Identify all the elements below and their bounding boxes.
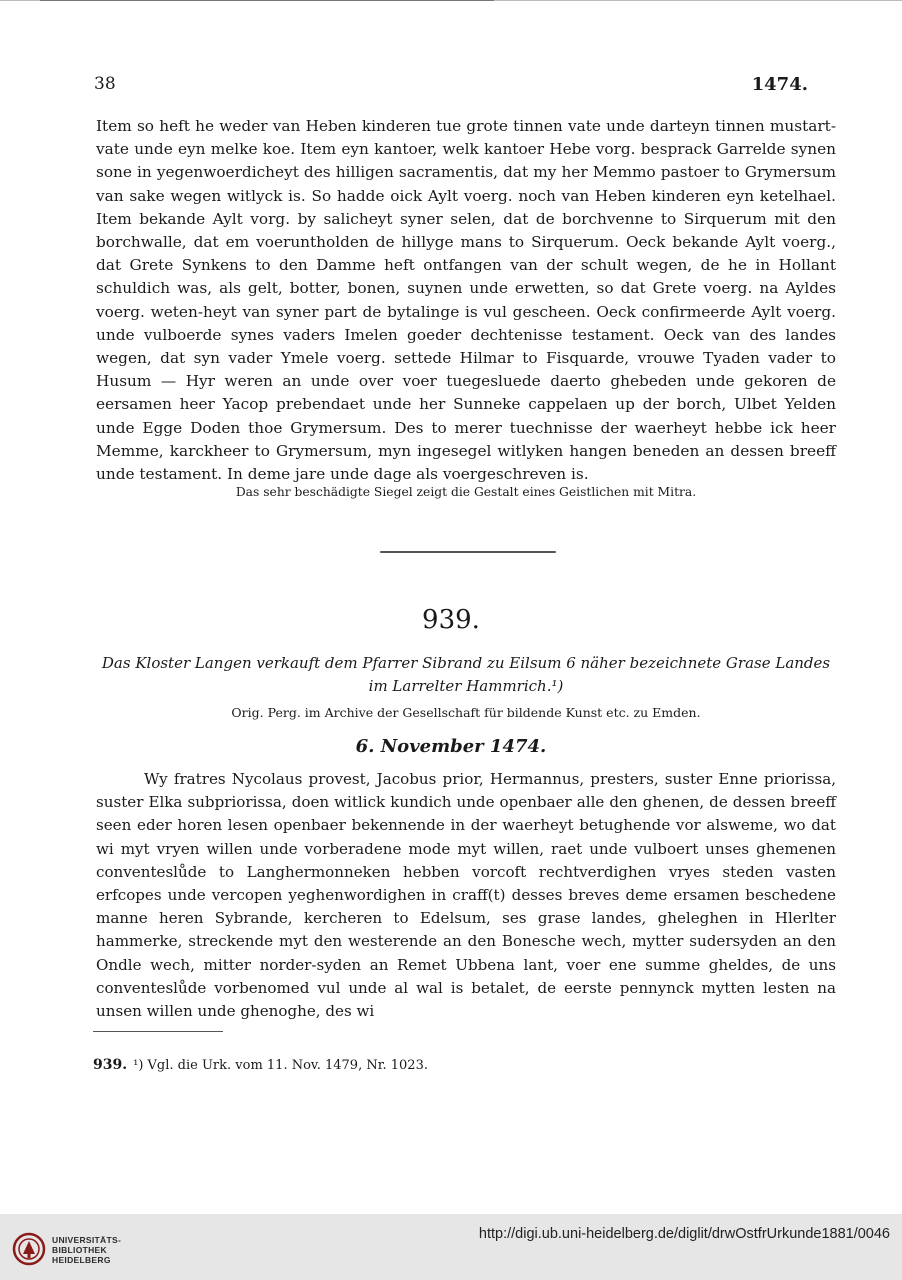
document-regest (96, 652, 836, 698)
regest-footnote-marker: ¹) (551, 677, 564, 695)
footnote (93, 1057, 428, 1073)
library-logo[interactable] (12, 1232, 162, 1272)
university-seal-icon (12, 1232, 46, 1266)
library-name (52, 1235, 121, 1265)
document-date: 6. November 1474. (355, 736, 547, 757)
section-separator (380, 551, 556, 553)
running-head (94, 74, 808, 98)
continuation-paragraph: Item so heft he weder van Heben kinderen tue grote tinnen vate unde darteyn tinnen mustart-vate unde eyn melke koe. Item eyn kantoer, welk kantoer Hebe vorg. besprack Garrelde synen sone in yegenwoerdicheyt des hilligen sacramentis, dat my her Memmo pastoer to Grymersum van sake wegen witlyck is. So hadde oick Aylt voerg. noch van Heben kinderen eyn ketelhael. Item bekande Aylt vorg. by salicheyt syner selen, dat de borchvenne to Sirquerum mit den borchwalle, dat em voeruntholden de hillyge mans to Sirquerum. Oeck bekande Aylt voerg., dat Grete Synkens to den Damme heft ontfangen van der schult wegen, de he in Hollant schuldich was, als gelt, botter, bonen, suynen unde erwetten, so dat Grete voerg. na Ayldes voerg. weten-heyt van syner part de bytalinge is vul gescheen. Oeck confirmeerde Aylt voerg. unde vulboerde synes vaders Imelen goeder dechtenisse testament. Oeck van des landes wegen, dat syn vader Ymele voerg. settede Hilmar to Fisquarde, vrouwe Tyaden vader to Husum — Hyr weren an unde over voer tuegesluede daerto ghebeden unde gekoren de eersamen heer Yacop prebendaet unde her Sunneke cappelaen up der borch, Ulbet Yelden unde Egge Doden thoe Grymersum. Des to merer tuechnisse der waerheyt hebbe ick heer Memme, karckheer to Grymersum, myn ingesegel witlyken hangen beneden an dessen breeff unde testament. In deme jare unde dage als voergeschreven is. (96, 117, 836, 484)
footnote-rule (93, 1031, 223, 1032)
footnote-number: 939. (93, 1057, 128, 1073)
document-source: Orig. Perg. im Archive der Gesellschaft für bildende Kunst etc. zu Emden. (231, 705, 701, 720)
footnote-text: ¹) Vgl. die Urk. vom 11. Nov. 1479, Nr. 1023. (133, 1058, 428, 1073)
library-name-line3: HEIDELBERG (52, 1255, 111, 1265)
digitization-footer (0, 1214, 902, 1280)
regest-text: Das Kloster Langen verkauft dem Pfarrer Sibrand zu Eilsum 6 näher bezeichnete Grase Landes im Larrelter Hammrich. (101, 654, 831, 695)
continuation-text-block (96, 115, 836, 486)
document-body: Wy fratres Nycolaus provest, Jacobus prior, Hermannus, presters, suster Enne priorissa, suster Elka subpriorissa, doen witlick kundich unde openbaer alle den ghenen, de dessen breeff seen eder horen lesen openbaer bekennende in der waerheyt betughende vor alsweme, wo dat wi myt vryen willen unde vorberadene mode myt willen, raet unde vulboert unses ghemenen conventeslůde to Langhermonneken hebben vorcoft rechtverdighen vryes steden vasten erfcopes unde vercopen yeghenwordighen in craff(t) desses breves deme ersamen beschedene manne heren Sybrande, kercheren to Edelsum, ses grase landes, gheleghen in Hlerlter hammerke, streckende myt den westerende an den Bonesche wech, mytter sudersyden an den Ondle wech, mitter norder-syden an Remet Ubbena lant, voer ene summe gheldes, de uns conventeslůde vorbenomed vul unde al wal is betalet, de eerste pennynck mytten lesten na unsen willen unde ghenoghe, des wi (96, 770, 836, 1021)
library-name-line2: BIBLIOTHEK (52, 1245, 107, 1255)
scan-edge-shadow (40, 0, 494, 1)
page-number: 38 (94, 74, 116, 94)
seal-note: Das sehr beschädigte Siegel zeigt die Gestalt eines Geistlichen mit Mitra. (235, 485, 697, 499)
document-number: 939. (422, 605, 480, 635)
library-name-line1: UNIVERSITÄTS- (52, 1235, 122, 1245)
permalink-url[interactable]: http://digi.ub.uni-heidelberg.de/diglit/drwOstfrUrkunde1881/0046 (478, 1226, 890, 1242)
document-body-block (96, 768, 836, 1023)
running-year: 1474. (751, 74, 808, 95)
